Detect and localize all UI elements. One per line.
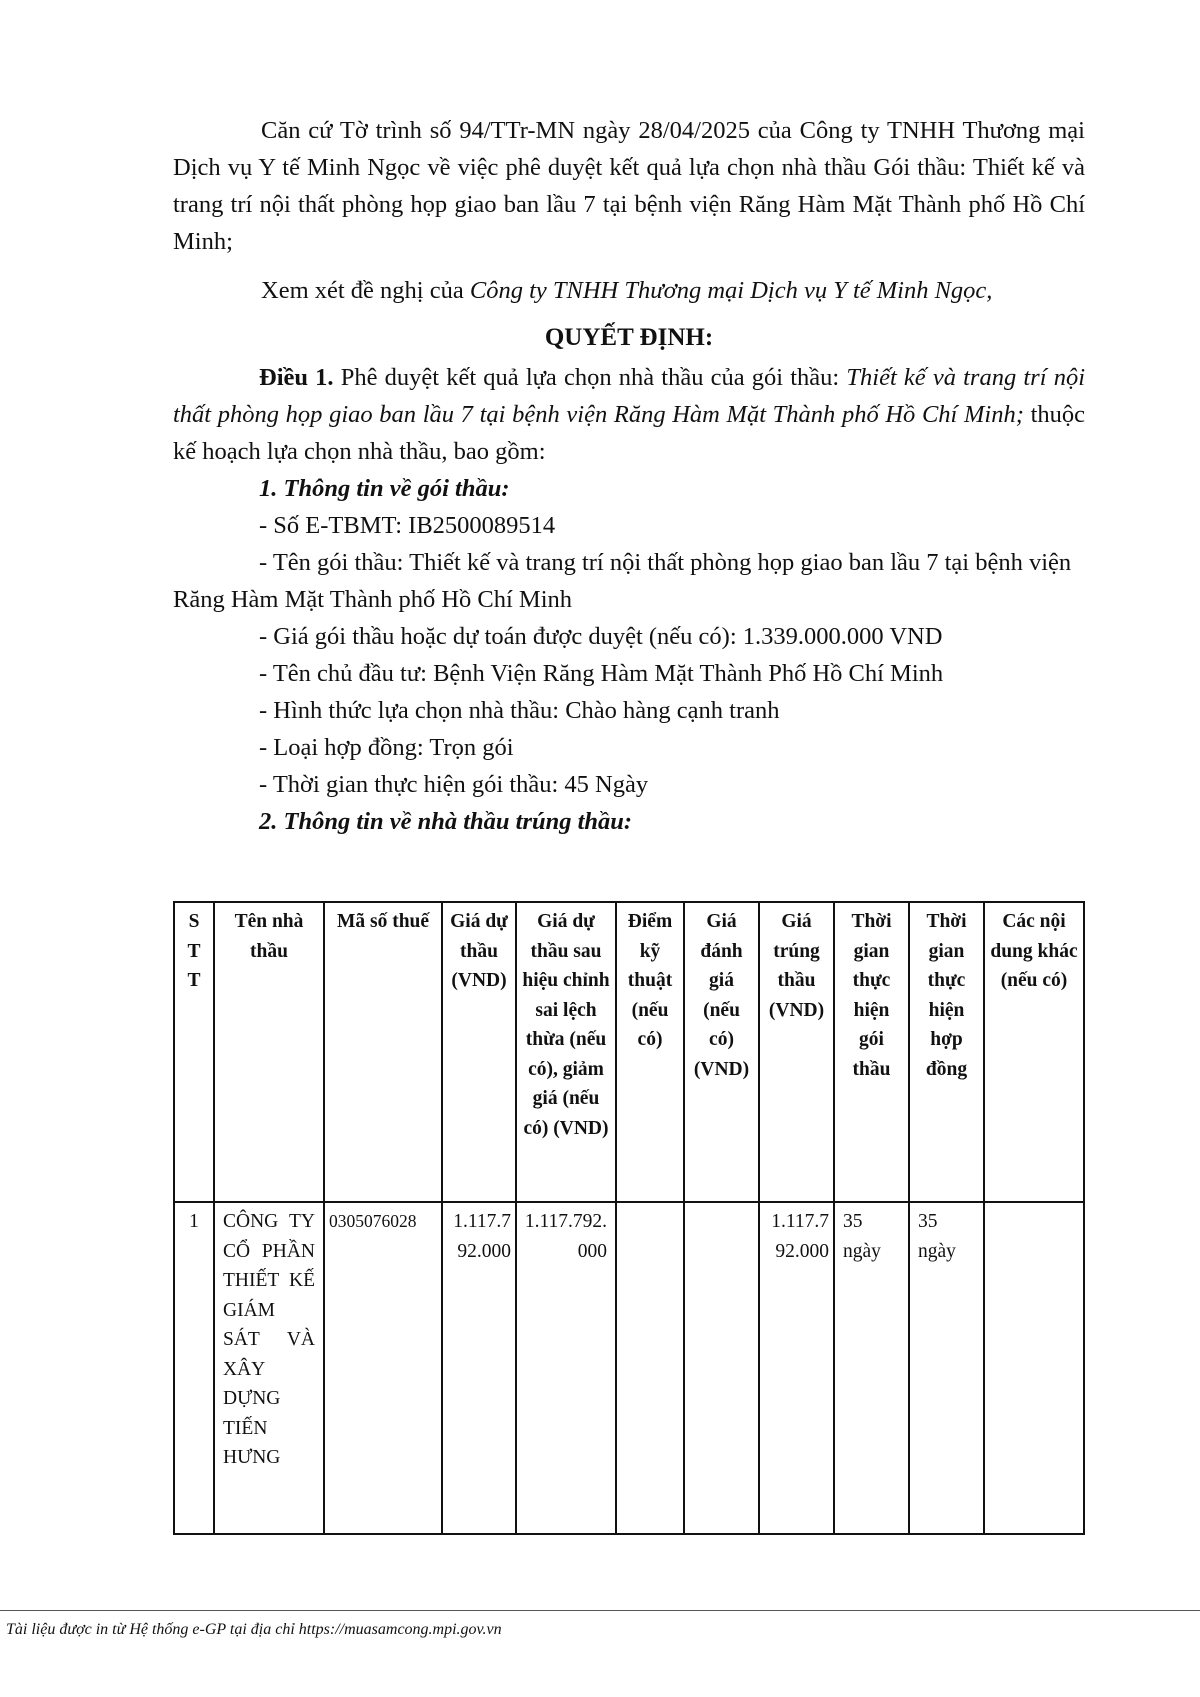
article-1-label: Điều 1. (259, 364, 334, 391)
col-bidder-name: Tên nhà thầu (214, 902, 324, 1202)
item-package-price: - Giá gói thầu hoặc dự toán được duyệt (nếu có): 1.339.000.000 VND (259, 623, 943, 650)
col-technical-score: Điểm kỹ thuật (nếu có) (616, 902, 684, 1202)
item-selection-method: - Hình thức lựa chọn nhà thầu: Chào hàng cạnh tranh (259, 697, 780, 724)
item-investor: - Tên chủ đầu tư: Bệnh Viện Răng Hàm Mặt Thành Phố Hồ Chí Minh (259, 660, 944, 687)
item-package-name: - Tên gói thầu: Thiết kế và trang trí nội thất phòng họp giao ban lầu 7 tại bệnh viện Răng Hàm Mặt Thành phố Hồ Chí Minh (173, 549, 1072, 613)
section-2-title: 2. Thông tin về nhà thầu trúng thầu: (259, 808, 633, 835)
article-1 (173, 359, 1085, 470)
decision-heading: QUYẾT ĐỊNH: (544, 324, 714, 351)
cell-contract-duration: 35 ngày (909, 1202, 984, 1534)
table-header-row (174, 902, 1084, 1202)
article-1-text: Phê duyệt kết quả lựa chọn nhà thầu của gói thầu: (333, 364, 847, 391)
footer-divider (0, 1610, 1200, 1611)
section-1-title: 1. Thông tin về gói thầu: (259, 475, 510, 502)
footer-note: Tài liệu được in từ Hệ thống e-GP tại địa chỉ https://muasamcong.mpi.gov.vn (6, 1621, 502, 1638)
cell-winning-price: 1.117.792.000 (759, 1202, 834, 1534)
col-tax-code: Mã số thuế (324, 902, 442, 1202)
cell-tax-code: 0305076028 (324, 1202, 442, 1534)
article-1-package: Thiết kế và trang trí nội thất phòng họp giao ban lầu 7 tại bệnh viện Răng Hàm Mặt Thành phố Hồ Chí Minh; (173, 364, 1085, 428)
cell-stt: 1 (174, 1202, 214, 1534)
winning-bidder-table (173, 901, 1085, 1535)
col-winning-price: Giá trúng thầu (VND) (759, 902, 834, 1202)
col-contract-duration: Thời gian thực hiện hợp đồng (909, 902, 984, 1202)
proposal-paragraph (173, 272, 1085, 309)
item-etbmt: - Số E-TBMT: IB2500089514 (259, 512, 556, 539)
cell-bidder-name: CÔNG TY CỔ PHẦN THIẾT KẾ GIÁM SÁT VÀ XÂY DỰNG TIẾN HƯNG (214, 1202, 324, 1534)
cell-bid-price: 1.117.792.000 (442, 1202, 516, 1534)
col-stt: STT (174, 902, 214, 1202)
item-duration: - Thời gian thực hiện gói thầu: 45 Ngày (259, 771, 649, 798)
col-package-duration: Thời gian thực hiện gói thầu (834, 902, 909, 1202)
col-other: Các nội dung khác (nếu có) (984, 902, 1084, 1202)
cell-technical-score (616, 1202, 684, 1534)
col-evaluated-price: Giá đánh giá (nếu có) (VND) (684, 902, 759, 1202)
item-contract-type: - Loại hợp đồng: Trọn gói (259, 734, 514, 761)
proposal-prefix: Xem xét đề nghị của (261, 277, 470, 304)
col-bid-price: Giá dự thầu (VND) (442, 902, 516, 1202)
table-row (174, 1202, 1084, 1534)
cell-other (984, 1202, 1084, 1534)
cell-evaluated-price (684, 1202, 759, 1534)
cell-adjusted-price: 1.117.792.000 (516, 1202, 616, 1534)
preamble-paragraph: Căn cứ Tờ trình số 94/TTr-MN ngày 28/04/2025 của Công ty TNHH Thương mại Dịch vụ Y tế Minh Ngọc về việc phê duyệt kết quả lựa chọn nhà thầu Gói thầu: Thiết kế và trang trí nội thất phòng họp giao ban lầu 7 tại bệnh viện Răng Hàm Mặt Thành phố Hồ Chí Minh; (173, 117, 1085, 255)
document-body (173, 112, 1085, 840)
proposal-company: Công ty TNHH Thương mại Dịch vụ Y tế Minh Ngọc, (469, 277, 993, 304)
cell-package-duration: 35 ngày (834, 1202, 909, 1534)
col-adjusted-price: Giá dự thầu sau hiệu chỉnh sai lệch thừa (nếu có), giảm giá (nếu có) (VND) (516, 902, 616, 1202)
article-1-suffix: thuộc kế hoạch lựa chọn nhà thầu, bao gồm: (173, 401, 1085, 465)
